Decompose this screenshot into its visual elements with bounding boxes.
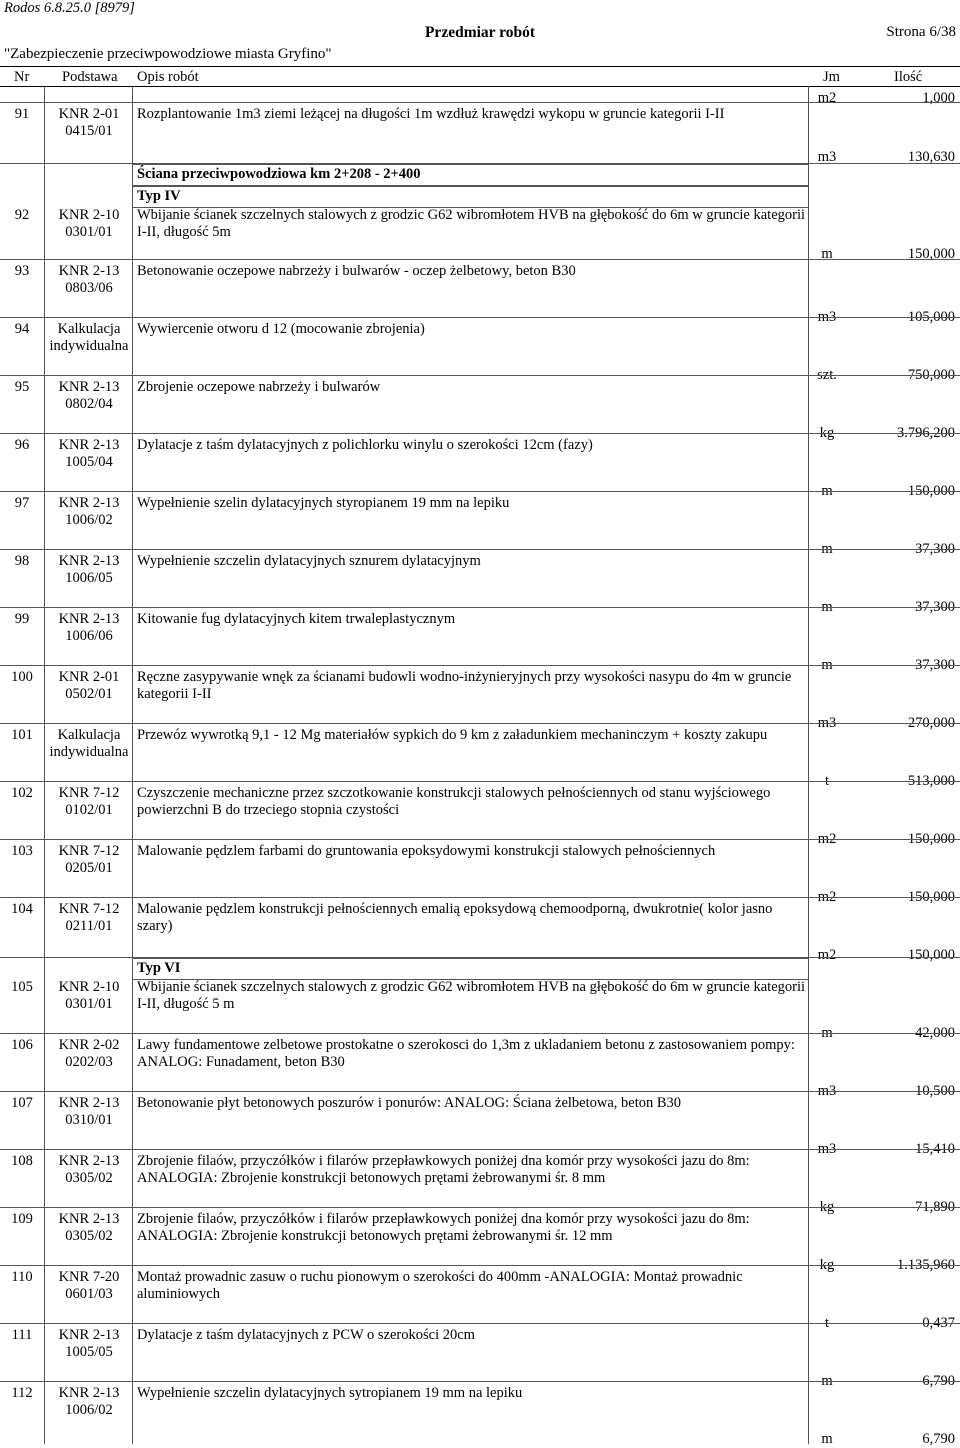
row-basis: [48, 1037, 130, 1071]
row-number: 93: [14, 263, 30, 279]
row-basis-item: 0301/01: [65, 996, 113, 1012]
section-header-label: Typ IV: [137, 188, 181, 204]
row-basis-item: 0802/04: [65, 396, 113, 412]
row-number: 102: [11, 785, 33, 801]
row-unit: kg: [819, 425, 835, 441]
row-basis-code: KNR 2-13: [58, 1153, 120, 1169]
row-separator: [0, 549, 960, 550]
row-number: 107: [11, 1095, 33, 1111]
row-basis-code: KNR 2-02: [58, 1037, 120, 1053]
row-unit: m3: [817, 1141, 837, 1157]
row-number: 105: [11, 979, 33, 995]
row-quantity: 3.796,200: [897, 425, 955, 441]
row-basis-item: 1005/05: [65, 1344, 113, 1360]
row-separator: [0, 839, 960, 840]
row-basis-item: 0202/03: [65, 1054, 113, 1070]
row-separator: [0, 317, 960, 318]
row-description: Zbrojenie filaów, przyczółków i filarów przepławkowych poniżej dna komór przy wysokości jazu do 8m: ANALOGIA: Zbrojenie konstrukcji betonowych prętami żebrowanymi śr. 12 mm: [137, 1211, 750, 1244]
row-basis-code: KNR 2-13: [58, 1385, 120, 1401]
row-separator: [0, 957, 960, 958]
row-separator: [0, 1033, 960, 1034]
row-description: Wypełnienie szczelin dylatacyjnych sznurem dylatacyjnym: [137, 553, 481, 569]
row-basis-code: KNR 2-13: [58, 263, 120, 279]
row-basis: [48, 553, 130, 587]
row-separator: [0, 897, 960, 898]
row-unit: m2: [817, 947, 837, 963]
row-description: Wbijanie ścianek szczelnych stalowych z grodzic G62 wibromłotem HVB na głębokość do 6m w gruncie kategorii I-II, długość 5m: [137, 207, 806, 240]
column-ilosc: Ilość: [894, 69, 923, 85]
row-unit: t: [824, 773, 830, 789]
row-unit: m: [821, 1431, 833, 1447]
row-basis-item: 0502/01: [65, 686, 113, 702]
row-description: Rozplantowanie 1m3 ziemi leżącej na długości 1m wzdłuż krawędzi wykopu w gruncie kategorii I-II: [137, 106, 725, 122]
row-number: 100: [11, 669, 33, 685]
column-opis: Opis robót: [137, 69, 199, 85]
row-basis-code: KNR 2-13: [58, 1095, 120, 1111]
column-separator: [808, 86, 809, 1444]
row-basis: [48, 1327, 130, 1361]
row-unit: m: [821, 483, 833, 499]
row-basis-item: 0102/01: [65, 802, 113, 818]
row-quantity: 150,000: [907, 947, 955, 963]
row-number: 92: [14, 207, 30, 223]
row-unit: m3: [817, 149, 837, 165]
row-basis-code: Kalkulacja: [57, 321, 121, 337]
row-basis-code: KNR 2-01: [58, 669, 120, 685]
row-unit: m: [821, 246, 833, 262]
section-header: [132, 186, 808, 208]
row-basis: [48, 207, 130, 241]
row-basis-item: 0305/02: [65, 1170, 113, 1186]
row-number: 101: [11, 727, 33, 743]
row-basis-code: KNR 7-12: [58, 785, 120, 801]
row-separator: [0, 491, 960, 492]
row-quantity: 150,000: [907, 483, 955, 499]
row-quantity: 150,000: [907, 246, 955, 262]
row-basis-item: indywidualna: [49, 338, 129, 354]
row-number: 109: [11, 1211, 33, 1227]
row-quantity: 0,437: [922, 1315, 955, 1331]
column-separator: [132, 86, 133, 1444]
column-separator: [44, 86, 45, 1444]
carry-unit: m2: [817, 90, 837, 106]
row-number: 97: [14, 495, 30, 511]
row-number: 95: [14, 379, 30, 395]
row-number: 111: [11, 1327, 33, 1343]
section-header-label: Typ VI: [137, 960, 181, 976]
row-basis: [48, 669, 130, 703]
row-basis-code: KNR 2-13: [58, 611, 120, 627]
row-basis-code: KNR 2-13: [58, 1327, 120, 1343]
row-basis: [48, 321, 130, 355]
row-quantity: 150,000: [907, 889, 955, 905]
row-basis-code: KNR 2-01: [58, 106, 120, 122]
row-quantity: 1.135,960: [897, 1257, 955, 1273]
document-title: Przedmiar robót: [424, 24, 536, 41]
row-number: 98: [14, 553, 30, 569]
row-basis: [48, 843, 130, 877]
row-quantity: 6,790: [922, 1431, 955, 1447]
row-quantity: 10,500: [915, 1083, 955, 1099]
row-basis-code: KNR 2-10: [58, 207, 120, 223]
row-quantity: 71,890: [915, 1199, 955, 1215]
row-description: Dylatacje z taśm dylatacyjnych z polichlorku winylu o szerokości 12cm (fazy): [137, 437, 593, 453]
section-header: [132, 958, 808, 980]
row-description: Kitowanie fug dylatacyjnych kitem trwaleplastycznym: [137, 611, 456, 627]
row-number: 104: [11, 901, 33, 917]
row-basis: [48, 727, 130, 761]
row-description: Ręczne zasypywanie wnęk za ścianami budowli wodno-inżynieryjnych przy wysokości nasypu do 4m w gruncie kategorii I-II: [137, 669, 792, 702]
row-basis-item: 0211/01: [65, 918, 113, 934]
row-basis: [48, 1095, 130, 1129]
row-separator: [0, 163, 960, 164]
row-separator: [0, 781, 960, 782]
row-description: Montaż prowadnic zasuw o ruchu pionowym o szerokości do 400mm -ANALOGIA: Montaż prowadnic aluminiowych: [137, 1269, 743, 1302]
row-quantity: 750,000: [907, 367, 955, 383]
row-basis-item: 0305/02: [65, 1228, 113, 1244]
row-basis: [48, 437, 130, 471]
row-unit: m: [821, 1025, 833, 1041]
row-number: 91: [14, 106, 30, 122]
row-description: Wbijanie ścianek szczelnych stalowych z grodzic G62 wibromłotem HVB na głębokość do 6m w gruncie kategorii I-II, długość 5 m: [137, 979, 806, 1012]
row-number: 108: [11, 1153, 33, 1169]
row-number: 96: [14, 437, 30, 453]
row-basis: [48, 263, 130, 297]
row-quantity: 270,000: [907, 715, 955, 731]
row-basis-item: 0415/01: [65, 123, 113, 139]
row-number: 106: [11, 1037, 33, 1053]
row-separator: [0, 1149, 960, 1150]
row-quantity: 37,300: [915, 541, 955, 557]
row-quantity: 37,300: [915, 657, 955, 673]
column-nr: Nr: [14, 69, 30, 85]
carry-quantity: 1,000: [922, 90, 955, 106]
row-basis-code: KNR 2-13: [58, 437, 120, 453]
row-basis: [48, 1211, 130, 1245]
row-basis-item: indywidualna: [49, 744, 129, 760]
row-unit: t: [824, 1315, 830, 1331]
row-basis: [48, 495, 130, 529]
section-header-label: Ściana przeciwpowodziowa km 2+208 - 2+400: [137, 166, 421, 182]
row-basis-item: 0205/01: [65, 860, 113, 876]
row-separator: [0, 665, 960, 666]
row-separator: [0, 1323, 960, 1324]
project-name: "Zabezpieczenie przeciwpowodziowe miasta Gryfino": [4, 46, 332, 62]
table-header: [0, 66, 960, 87]
row-basis-code: KNR 2-13: [58, 1211, 120, 1227]
row-description: Przewóz wywrotką 9,1 - 12 Mg materiałów sypkich do 9 km z załadunkiem mechaninczym + koszty zakupu: [137, 727, 768, 743]
row-unit: m: [821, 599, 833, 615]
row-description: Wypełnienie szelin dylatacyjnych styropianem 19 mm na lepiku: [137, 495, 510, 511]
row-basis-code: KNR 2-13: [58, 553, 120, 569]
row-basis: [48, 611, 130, 645]
row-basis: [48, 1153, 130, 1187]
row-unit: m3: [817, 1083, 837, 1099]
row-basis-item: 0301/01: [65, 224, 113, 240]
row-unit: m2: [817, 889, 837, 905]
row-unit: m: [821, 1373, 833, 1389]
row-separator: [0, 723, 960, 724]
row-unit: m3: [817, 715, 837, 731]
row-basis: [48, 379, 130, 413]
row-description: Malowanie pędzlem konstrukcji pełnościennych emalią epoksydową chemoodporną, dwukrotnie( kolor jasno szary): [137, 901, 773, 934]
row-quantity: 37,300: [915, 599, 955, 615]
row-number: 103: [11, 843, 33, 859]
row-unit: szt.: [817, 367, 837, 383]
row-basis-code: KNR 2-13: [58, 495, 120, 511]
row-separator: [0, 433, 960, 434]
row-quantity: 130,630: [907, 149, 955, 165]
row-basis: [48, 979, 130, 1013]
row-basis-code: KNR 2-13: [58, 379, 120, 395]
row-unit: m2: [817, 831, 837, 847]
row-basis-item: 1006/02: [65, 1402, 113, 1418]
row-separator: [0, 375, 960, 376]
row-basis-code: KNR 7-12: [58, 901, 120, 917]
row-separator: [0, 1207, 960, 1208]
row-unit: m3: [817, 309, 837, 325]
row-number: 94: [14, 321, 30, 337]
row-description: Zbrojenie oczepowe nabrzeży i bulwarów: [137, 379, 381, 395]
row-separator: [0, 607, 960, 608]
row-number: 112: [11, 1385, 33, 1401]
row-description: Wypełnienie szczelin dylatacyjnych sytropianem 19 mm na lepiku: [137, 1385, 523, 1401]
row-separator: [0, 1265, 960, 1266]
row-quantity: 42,000: [915, 1025, 955, 1041]
row-basis-code: KNR 7-20: [58, 1269, 120, 1285]
row-basis-code: Kalkulacja: [57, 727, 121, 743]
column-podstawa: Podstawa: [62, 69, 118, 85]
column-jm: Jm: [823, 69, 840, 85]
row-unit: m: [821, 657, 833, 673]
row-basis-item: 0601/03: [65, 1286, 113, 1302]
row-description: Lawy fundamentowe zelbetowe prostokatne o szerokosci do 1,3m z ukladaniem betonu z zastosowaniem pompy: ANALOG: Funadament, beton B30: [137, 1037, 795, 1070]
row-quantity: 150,000: [907, 831, 955, 847]
row-basis: [48, 1385, 130, 1419]
row-unit: kg: [819, 1199, 835, 1215]
row-description: Betonowanie oczepowe nabrzeży i bulwarów - oczep żelbetowy, beton B30: [137, 263, 576, 279]
row-description: Czyszczenie mechaniczne przez szczotkowanie konstrukcji stalowych pełnościennych od stanu wyjściowego powierzchni B do trzeciego stopnia czystości: [137, 785, 771, 818]
row-quantity: 513,000: [907, 773, 955, 789]
row-basis-item: 0803/06: [65, 280, 113, 296]
row-basis-code: KNR 2-10: [58, 979, 120, 995]
row-basis: [48, 106, 130, 140]
row-quantity: 105,000: [907, 309, 955, 325]
row-basis-item: 1006/02: [65, 512, 113, 528]
row-description: Zbrojenie filaów, przyczółków i filarów przepławkowych poniżej dna komór przy wysokości jazu do 8m: ANALOGIA: Zbrojenie konstrukcji betonowych prętami żebrowanymi śr. 8 mm: [137, 1153, 750, 1186]
row-description: Betonowanie płyt betonowych poszurów i ponurów: ANALOG: Ściana żelbetowa, beton B30: [137, 1095, 682, 1111]
row-description: Wywiercenie otworu d 12 (mocowanie zbrojenia): [137, 321, 425, 337]
row-separator: [0, 259, 960, 260]
row-separator: [0, 1381, 960, 1382]
page-number: Strona 6/38: [886, 24, 956, 40]
row-basis-item: 1006/05: [65, 570, 113, 586]
app-version-title: Rodos 6.8.25.0 [8979]: [4, 0, 135, 16]
row-separator: [0, 1091, 960, 1092]
row-unit: m: [821, 541, 833, 557]
row-quantity: 15,410: [915, 1141, 955, 1157]
row-basis-item: 1006/06: [65, 628, 113, 644]
row-quantity: 6,790: [922, 1373, 955, 1389]
row-basis-item: 1005/04: [65, 454, 113, 470]
section-header: [132, 164, 808, 186]
row-basis-item: 0310/01: [65, 1112, 113, 1128]
row-basis-code: KNR 7-12: [58, 843, 120, 859]
row-number: 99: [14, 611, 30, 627]
row-basis: [48, 1269, 130, 1303]
row-number: 110: [11, 1269, 33, 1285]
row-description: Dylatacje z taśm dylatacyjnych z PCW o szerokości 20cm: [137, 1327, 475, 1343]
row-unit: kg: [819, 1257, 835, 1273]
row-basis: [48, 785, 130, 819]
row-basis: [48, 901, 130, 935]
row-description: Malowanie pędzlem farbami do gruntowania epoksydowymi konstrukcji stalowych pełnościennych: [137, 843, 716, 859]
row-separator: [0, 102, 960, 103]
